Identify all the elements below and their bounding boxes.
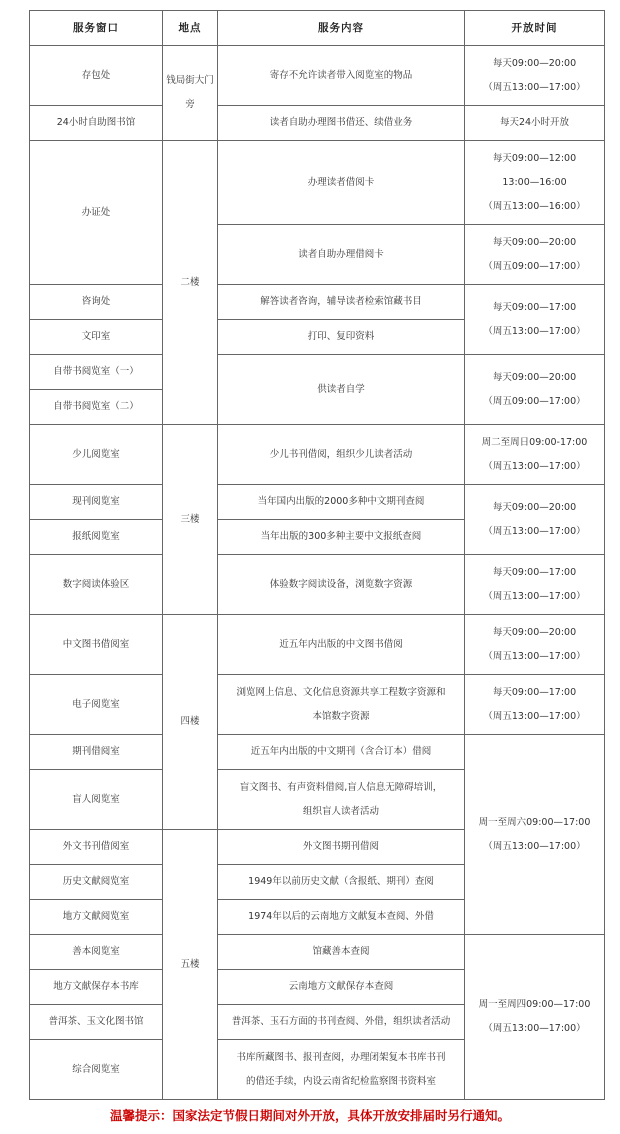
window-cell: 电子阅览室: [30, 675, 163, 735]
window-cell: 历史文献阅览室: [30, 865, 163, 900]
hours-cell: 每天09:00—17:00 （周五13:00—17:00）: [465, 675, 605, 735]
header-hours: 开放时间: [465, 11, 605, 46]
table-row: [30, 425, 605, 485]
content-cell: 打印、复印资料: [218, 320, 465, 355]
content-cell: 读者自助办理图书借还、续借业务: [218, 106, 465, 141]
content-cell: 寄存不允许读者带入阅览室的物品: [218, 46, 465, 106]
hours-cell: 周一至周六09:00—17:00 （周五13:00—17:00）: [465, 735, 605, 935]
content-cell: 盲文图书、有声资料借阅,盲人信息无障碍培训， 组织盲人读者活动: [218, 770, 465, 830]
window-cell: 外文书刊借阅室: [30, 830, 163, 865]
window-cell: 普洱茶、玉文化图书馆: [30, 1005, 163, 1040]
hours-cell: 每天09:00—20:00 （周五09:00—17:00）: [465, 355, 605, 425]
hours-cell: 每天09:00—17:00 （周五13:00—17:00）: [465, 555, 605, 615]
window-cell: 自带书阅览室（二）: [30, 390, 163, 425]
content-cell: 当年出版的300多种主要中文报纸查阅: [218, 520, 465, 555]
location-cell: 钱局街大门旁: [163, 46, 218, 141]
window-cell: 存包处: [30, 46, 163, 106]
location-cell: 五楼: [163, 830, 218, 1100]
hours-cell: 每天09:00—17:00 （周五13:00—17:00）: [465, 285, 605, 355]
service-table: [29, 10, 605, 1100]
content-cell: 外文图书期刊借阅: [218, 830, 465, 865]
window-cell: 现刊阅览室: [30, 485, 163, 520]
content-cell: 书库所藏图书、报刊查阅，办理闭架复本书库书刊 的借还手续，内设云南省纪检监察图书资料室: [218, 1040, 465, 1100]
content-cell: 1949年以前历史文献（含报纸、期刊）查阅: [218, 865, 465, 900]
content-cell: 当年国内出版的2000多种中文期刊查阅: [218, 485, 465, 520]
content-cell: 体验数字阅读设备，浏览数字资源: [218, 555, 465, 615]
location-cell: 二楼: [163, 141, 218, 425]
content-cell: 供读者自学: [218, 355, 465, 425]
window-cell: 数字阅读体验区: [30, 555, 163, 615]
table-row: [30, 935, 605, 970]
header-location: 地点: [163, 11, 218, 46]
window-cell: 地方文献保存本书库: [30, 970, 163, 1005]
hours-cell: 每天09:00—12:00 13:00—16:00 （周五13:00—16:00）: [465, 141, 605, 225]
window-cell: 24小时自助图书馆: [30, 106, 163, 141]
hours-cell: 每天24小时开放: [465, 106, 605, 141]
table-row: [30, 141, 605, 225]
hours-cell: 每天09:00—20:00 （周五13:00—17:00）: [465, 615, 605, 675]
table-row: [30, 615, 605, 675]
window-cell: 办证处: [30, 141, 163, 285]
content-cell: 近五年内出版的中文期刊（含合订本）借阅: [218, 735, 465, 770]
hours-cell: 周一至周四09:00—17:00 （周五13:00—17:00）: [465, 935, 605, 1100]
table-row: [30, 355, 605, 390]
window-cell: 自带书阅览室（一）: [30, 355, 163, 390]
hours-cell: 每天09:00—20:00 （周五13:00—17:00）: [465, 46, 605, 106]
content-cell: 馆藏善本查阅: [218, 935, 465, 970]
window-cell: 少儿阅览室: [30, 425, 163, 485]
hours-cell: 每天09:00—20:00 （周五09:00—17:00）: [465, 225, 605, 285]
table-row: [30, 285, 605, 320]
table-row: [30, 485, 605, 520]
content-cell: 少儿书刊借阅，组织少儿读者活动: [218, 425, 465, 485]
location-cell: 四楼: [163, 615, 218, 830]
content-cell: 浏览网上信息、文化信息资源共享工程数字资源和 本馆数字资源: [218, 675, 465, 735]
hours-cell: 周二至周日09:00-17:00 （周五13:00—17:00）: [465, 425, 605, 485]
window-cell: 咨询处: [30, 285, 163, 320]
table-row: [30, 555, 605, 615]
content-cell: 解答读者咨询，辅导读者检索馆藏书目: [218, 285, 465, 320]
table-row: [30, 735, 605, 770]
header-window: 服务窗口: [30, 11, 163, 46]
window-cell: 中文图书借阅室: [30, 615, 163, 675]
content-cell: 办理读者借阅卡: [218, 141, 465, 225]
table-row: [30, 106, 605, 141]
window-cell: 综合阅览室: [30, 1040, 163, 1100]
window-cell: 报纸阅览室: [30, 520, 163, 555]
window-cell: 盲人阅览室: [30, 770, 163, 830]
location-cell: 三楼: [163, 425, 218, 615]
window-cell: 期刊借阅室: [30, 735, 163, 770]
header-content: 服务内容: [218, 11, 465, 46]
window-cell: 文印室: [30, 320, 163, 355]
content-cell: 读者自助办理借阅卡: [218, 225, 465, 285]
table-row: [30, 46, 605, 106]
window-cell: 善本阅览室: [30, 935, 163, 970]
header-row: [30, 11, 605, 46]
table-row: [30, 675, 605, 735]
content-cell: 近五年内出版的中文图书借阅: [218, 615, 465, 675]
window-cell: 地方文献阅览室: [30, 900, 163, 935]
hours-cell: 每天09:00—20:00 （周五13:00—17:00）: [465, 485, 605, 555]
content-cell: 云南地方文献保存本查阅: [218, 970, 465, 1005]
holiday-notice: 温馨提示：国家法定节假日期间对外开放，具体开放安排届时另行通知。: [109, 1108, 510, 1123]
content-cell: 1974年以后的云南地方文献复本查阅、外借: [218, 900, 465, 935]
content-cell: 普洱茶、玉石方面的书刊查阅、外借，组织读者活动: [218, 1005, 465, 1040]
